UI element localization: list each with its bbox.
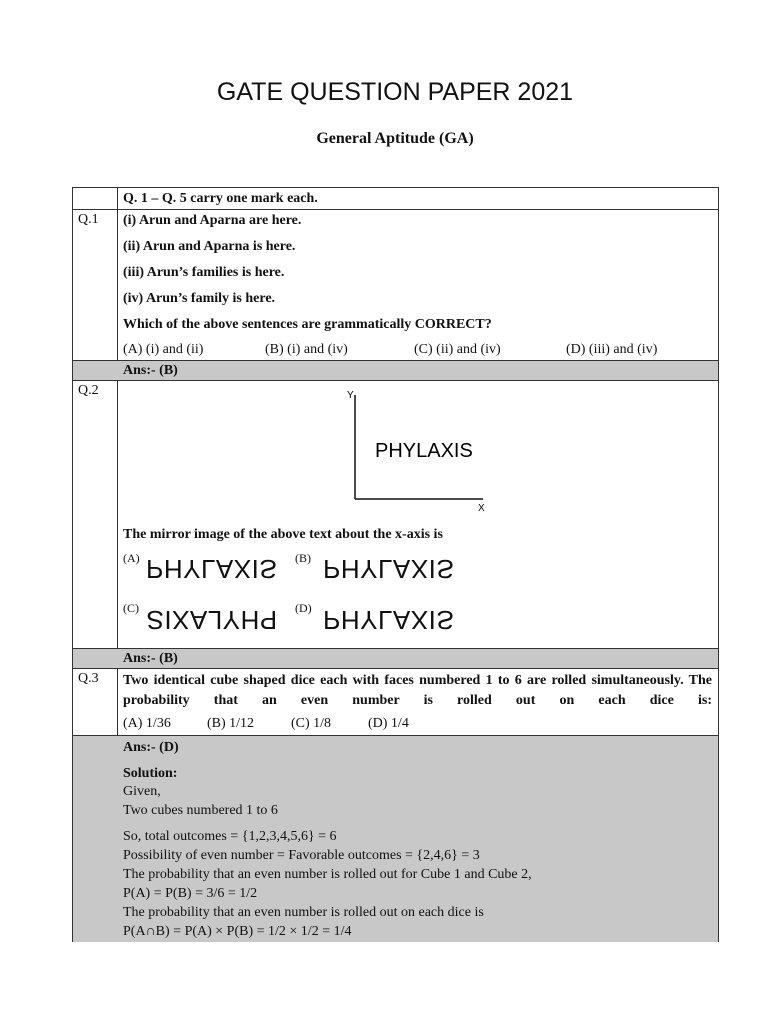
q2-answer-row — [73, 648, 718, 668]
q2-answer: Ans:- (B) — [123, 651, 178, 666]
q2-option-a-glyph: PHYLAXIS — [146, 554, 278, 584]
q3-answer: Ans:- (D) — [123, 740, 179, 755]
q1-option-b: (B) (i) and (iv) — [265, 342, 348, 357]
q2-option-b-glyph: PHYLAXIS — [323, 554, 455, 584]
q3-option-d: (D) 1/4 — [368, 716, 409, 731]
q1-line-2: (ii) Arun and Aparna is here. — [123, 239, 296, 254]
x-axis-label: X — [478, 503, 485, 511]
q1-option-d: (D) (iii) and (iv) — [566, 342, 658, 357]
paper-title: GATE QUESTION PAPER 2021 — [216, 78, 574, 106]
q1-option-c: (C) (ii) and (iv) — [414, 342, 501, 357]
q3-solution-block — [73, 735, 718, 942]
section-note: Q. 1 – Q. 5 carry one mark each. — [123, 191, 318, 206]
section-note-row — [73, 188, 718, 209]
q3-solution-line-3: So, total outcomes = {1,2,3,4,5,6} = 6 — [123, 829, 337, 844]
q2-question: The mirror image of the above text about the x-axis is — [123, 527, 443, 542]
q3-option-c: (C) 1/8 — [291, 716, 332, 731]
q3-solution-line-4: Possibility of even number = Favorable outcomes = {2,4,6} = 3 — [123, 848, 480, 863]
q1-answer-row — [73, 360, 718, 380]
q1-line-3: (iii) Arun’s families is here. — [123, 265, 285, 280]
q1-question: Which of the above sentences are grammatically CORRECT? — [123, 317, 492, 332]
q3-option-b: (B) 1/12 — [207, 716, 255, 731]
q3-row — [73, 668, 718, 735]
q1-line-1: (i) Arun and Aparna are here. — [123, 213, 302, 228]
q1-line-4: (iv) Arun’s family is here. — [123, 291, 276, 306]
q2-option-a-label: (A) — [123, 551, 140, 565]
q2-option-d-label: (D) — [295, 601, 312, 615]
q2-number: Q.2 — [78, 383, 99, 398]
q2-row — [73, 380, 718, 648]
paper-subtitle: General Aptitude (GA) — [316, 130, 474, 147]
q3-option-a: (A) 1/36 — [123, 716, 171, 731]
q1-number: Q.1 — [78, 212, 99, 227]
q3-solution-line-2: Two cubes numbered 1 to 6 — [123, 803, 278, 818]
q2-option-c-label: (C) — [123, 601, 139, 615]
q1-row — [73, 209, 718, 360]
q3-solution-line-8: P(A∩B) = P(A) × P(B) = 1/2 × 1/2 = 1/4 — [123, 924, 352, 939]
q3-question: Two identical cube shaped dice each with faces numbered 1 to 6 are rolled simultaneously. The probability that an even number is rolled out on each dice is: — [123, 673, 712, 708]
q3-number: Q.3 — [78, 671, 99, 686]
q2-axis-figure — [343, 387, 493, 511]
figure-word: PHYLAXIS — [375, 440, 473, 462]
q3-solution-line-7: The probability that an even number is rolled out on each dice is — [123, 905, 484, 920]
y-axis-label: Y — [347, 390, 354, 401]
q2-option-c-glyph: PHYLAXIS — [146, 605, 278, 635]
q3-solution-line-6: P(A) = P(B) = 3/6 = 1/2 — [123, 886, 258, 901]
q1-option-a: (A) (i) and (ii) — [123, 342, 204, 357]
question-table — [72, 187, 719, 942]
q3-solution-label: Solution: — [123, 766, 178, 781]
q2-option-b-label: (B) — [295, 551, 311, 565]
q3-solution-line-5: The probability that an even number is rolled out for Cube 1 and Cube 2, — [123, 867, 532, 882]
q1-answer: Ans:- (B) — [123, 363, 178, 378]
q2-option-d-glyph: PHYLAXIS — [323, 605, 455, 635]
q3-solution-line-1: Given, — [123, 784, 161, 799]
